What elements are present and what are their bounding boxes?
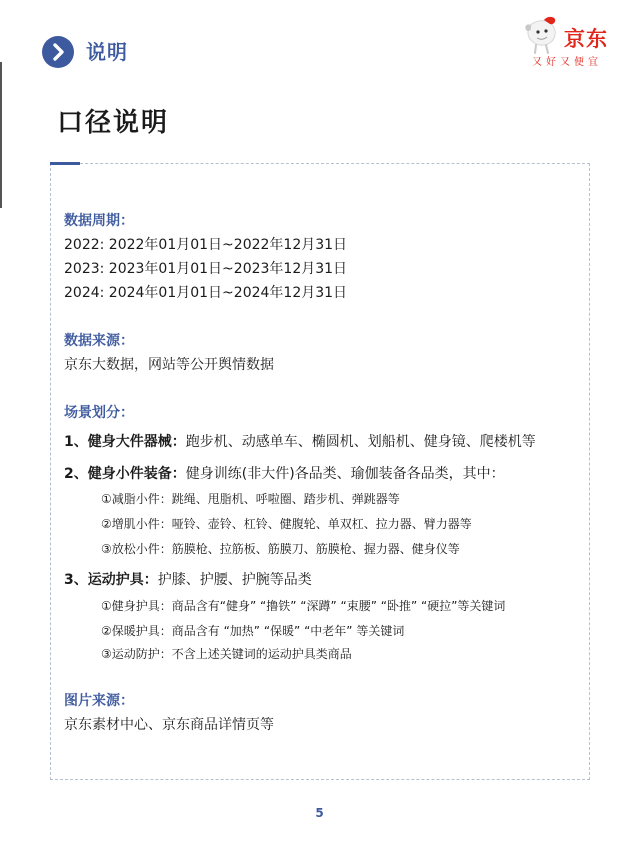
scene-category [64,464,505,484]
content-box-accent [50,162,80,165]
images-line: 京东素材中心、京东商品详情页等 [64,717,274,733]
scenes-heading: 场景划分： [64,405,134,421]
scene-category-label: 2、健身小件装备： [64,466,186,482]
scene-subitem: ①健身护具：商品含有“健身” “撸铁” “深蹲” “束腰” “卧推” “硬拉”等关键词 [101,599,506,613]
source-line: 京东大数据，网站等公开舆情数据 [64,357,274,373]
source-heading: 数据来源： [64,333,134,349]
header-title: 说明 [86,40,128,64]
page-title: 口径说明 [57,108,170,138]
scene-category-label: 1、健身大件器械： [64,434,186,450]
jd-logo [522,16,624,76]
page-number: 5 [315,806,324,820]
period-line: 2022: 2022年01月01日~2022年12月31日 [64,237,348,253]
logo-name: 京东 [564,27,608,51]
scene-subitem: ③放松小件：筋膜枪、拉筋板、筋膜刀、筋膜枪、握力器、健身仪等 [101,542,460,556]
period-line: 2024: 2024年01月01日~2024年12月31日 [64,285,348,301]
scene-subitem: ①减脂小件：跳绳、甩脂机、呼啦圈、踏步机、弹跳器等 [101,492,400,506]
scene-category-label: 3、运动护具： [64,572,158,588]
scene-category [64,570,312,590]
scene-category-text: 护膝、护腰、护腕等品类 [157,572,312,588]
scene-subitem: ②保暖护具：商品含有 “加热” “保暖” “中老年” 等关键词 [101,624,405,638]
scene-category-text: 跑步机、动感单车、椭圆机、划船机、健身镜、爬楼机等 [185,434,536,450]
period-line: 2023: 2023年01月01日~2023年12月31日 [64,261,348,277]
chevron-right-icon [42,36,74,68]
images-heading: 图片来源： [64,693,134,709]
period-heading: 数据周期： [64,213,134,229]
logo-slogan: 又好又便宜 [532,57,602,68]
scene-subitem: ③运动防护：不含上述关键词的运动护具类商品 [101,647,352,661]
scene-category-text: 健身训练(非大件)各品类、瑜伽装备各品类，其中： [185,466,505,482]
scene-category [64,432,536,452]
scene-subitem: ②增肌小件：哑铃、壶铃、杠铃、健腹轮、单双杠、拉力器、臂力器等 [101,517,472,531]
joy-dog-icon [522,16,566,56]
left-edge-rule [0,62,2,208]
